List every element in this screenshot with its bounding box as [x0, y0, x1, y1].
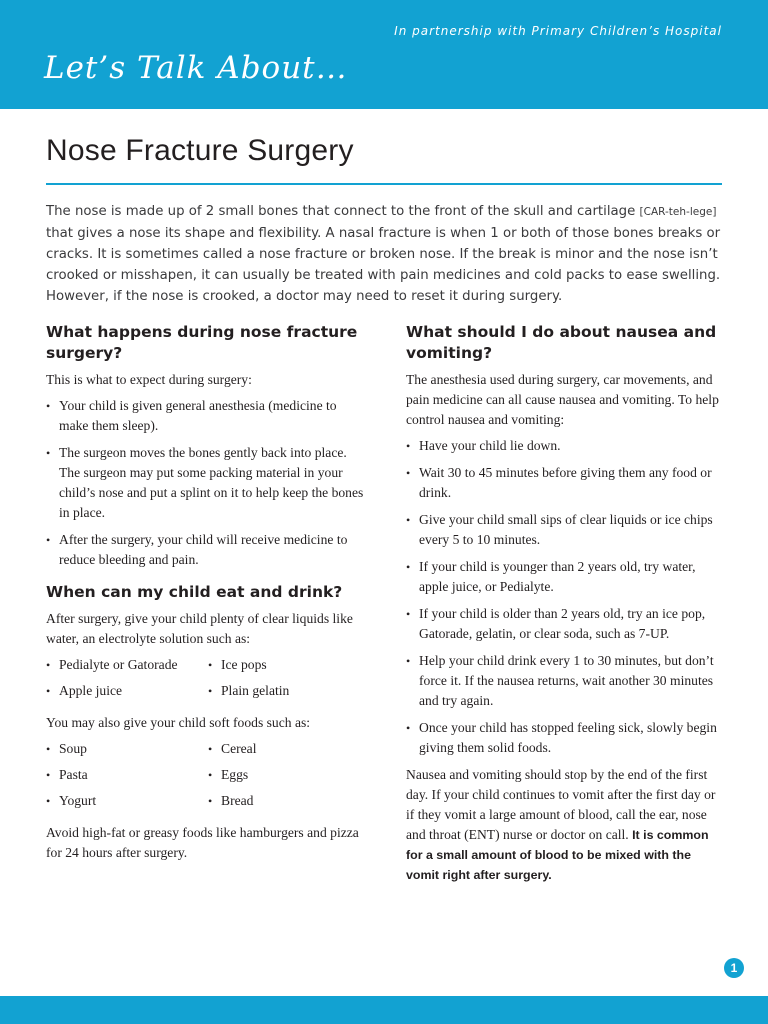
pronunciation: [CAR-teh-lege] — [639, 206, 717, 218]
list-item: • Once your child has stopped feeling sick, slowly begin giving them solid foods. — [406, 718, 724, 758]
section-heading-eat-drink: When can my child eat and drink? — [46, 583, 343, 601]
nausea-list — [406, 436, 724, 758]
closing-bold-text: It is common for a small amount of blood to be mixed with the vomit right after surgery. — [406, 828, 709, 882]
closing-text: Nausea and vomiting should stop by the end of the first day. If your child continues to vomit after the first day or if they vomit a large amount of blood, call the ear, nose and throat (ENT) nurse or doctor on call. — [406, 767, 716, 842]
soft-foods-lead: You may also give your child soft foods such as: — [46, 715, 311, 730]
list-item: • Yogurt — [46, 791, 208, 811]
list-item: • Bread — [208, 791, 358, 811]
liquids-list — [46, 655, 364, 707]
page-title: Nose Fracture Surgery — [46, 134, 354, 167]
nausea-lead: The anesthesia used during surgery, car movements, and pain medicine can all cause nausea and vomiting. To help control nausea and vomiting: — [406, 372, 719, 427]
intro-text-1: The nose is made up of 2 small bones that connect to the front of the skull and cartilage — [46, 204, 640, 219]
intro-text-2: that gives a nose its shape and flexibility. A nasal fracture is when 1 or both of those bones breaks or cracks. It is sometimes called a nose fracture or broken nose. If the break is minor and the nose isn’t crooked or misshapen, it can usually be treated with pain medicines and cold packs to ease swelling. However, if the nose is crooked, a doctor may need to reset it during surgery. — [46, 226, 721, 304]
closing-paragraph — [406, 765, 724, 885]
list-item: • Have your child lie down. — [406, 436, 724, 456]
list-item: • If your child is younger than 2 years old, try water, apple juice, or Pedialyte. — [406, 557, 724, 597]
list-item: • Pasta — [46, 765, 208, 785]
list-item: • Apple juice — [46, 681, 208, 701]
list-item: • Cereal — [208, 739, 358, 759]
section-heading-nausea: What should I do about nausea and vomiting? — [406, 323, 717, 362]
list-item: • Wait 30 to 45 minutes before giving them any food or drink. — [406, 463, 724, 503]
header-banner — [0, 0, 768, 109]
list-item: • Help your child drink every 1 to 30 minutes, but don’t force it. If the nausea returns, wait another 30 minutes and try again. — [406, 651, 724, 711]
avoid-paragraph: Avoid high-fat or greasy foods like hamburgers and pizza for 24 hours after surgery. — [46, 825, 359, 860]
footer-bar — [0, 996, 768, 1024]
eat-drink-lead: After surgery, give your child plenty of clear liquids like water, an electrolyte solution such as: — [46, 611, 353, 646]
list-item: • Ice pops — [208, 655, 358, 675]
surgery-lead: This is what to expect during surgery: — [46, 372, 252, 387]
page-number-badge: 1 — [724, 958, 744, 978]
soft-foods-list — [46, 739, 364, 817]
list-item: • Eggs — [208, 765, 358, 785]
left-column — [46, 322, 364, 869]
list-item: • Your child is given general anesthesia (medicine to make them sleep). — [46, 396, 364, 436]
intro-paragraph — [46, 201, 726, 307]
list-item: • After the surgery, your child will receive medicine to reduce bleeding and pain. — [46, 530, 364, 570]
surgery-list — [46, 396, 364, 570]
series-title: Let’s Talk About… — [44, 50, 348, 86]
list-item: • Give your child small sips of clear liquids or ice chips every 5 to 10 minutes. — [406, 510, 724, 550]
right-column — [406, 322, 724, 891]
list-item: • The surgeon moves the bones gently back into place. The surgeon may put some packing material in your child’s nose and put a splint on it to help keep the bones in place. — [46, 443, 364, 523]
partner-text: In partnership with Primary Children’s Hospital — [394, 24, 722, 38]
list-item: • Pedialyte or Gatorade — [46, 655, 208, 675]
list-item: • Soup — [46, 739, 208, 759]
list-item: • Plain gelatin — [208, 681, 358, 701]
title-divider — [46, 183, 722, 185]
section-heading-surgery: What happens during nose fracture surgery? — [46, 323, 358, 362]
list-item: • If your child is older than 2 years old, try an ice pop, Gatorade, gelatin, or clear soda, such as 7-UP. — [406, 604, 724, 644]
